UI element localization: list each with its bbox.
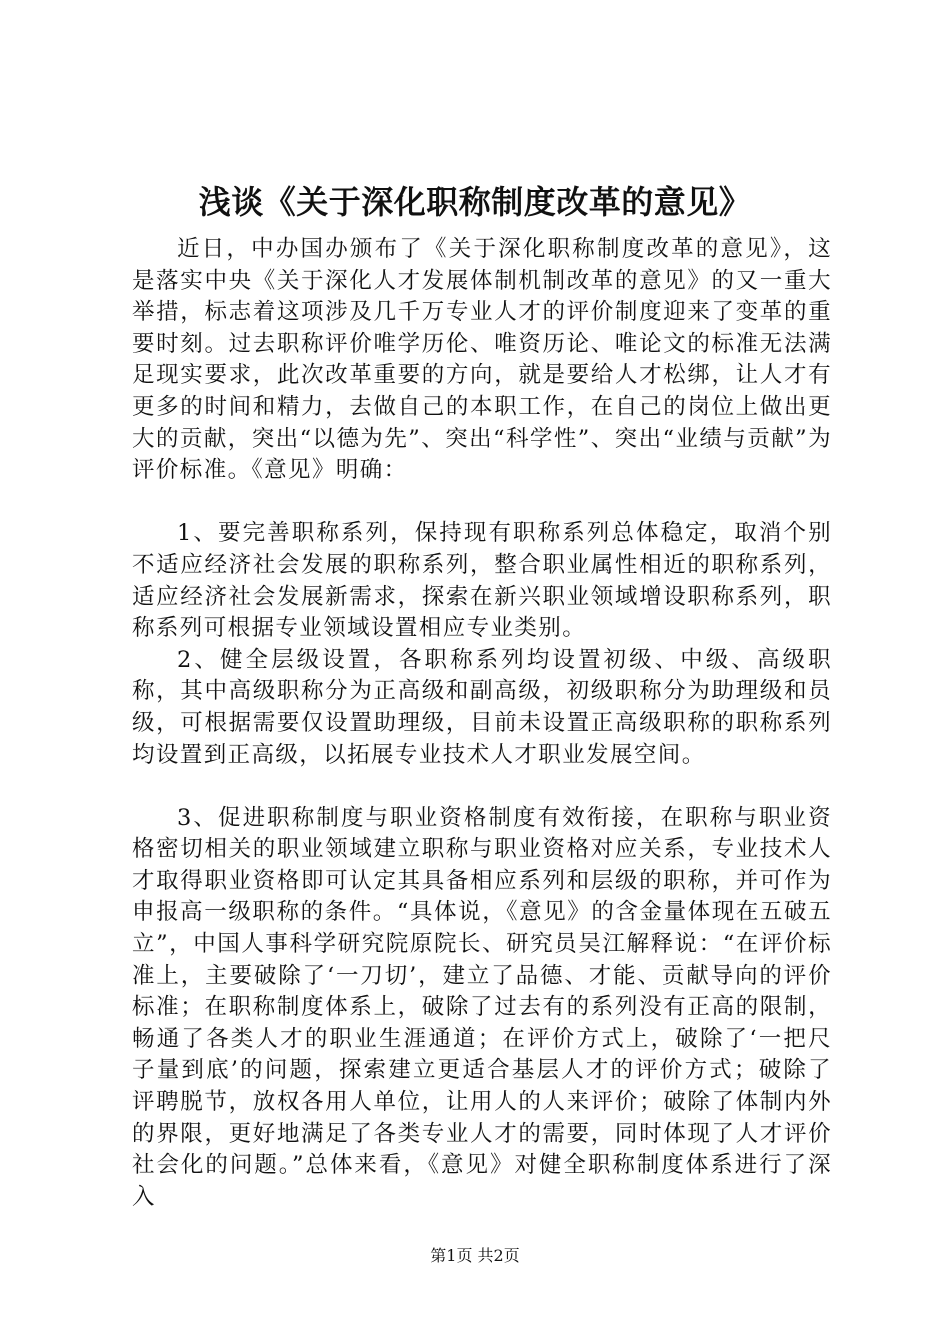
page-number-footer: 第1页 共2页 [430,1246,520,1265]
paragraph-intro: 近日，中办国办颁布了《关于深化职称制度改革的意见》，这是落实中央《关于深化人才发展体制机制改革的意见》的又一重大举措，标志着这项涉及几千万专业人才的评价制度迎来了变革的重要时刻。过去职称评价唯学历伦、唯资历论、唯论文的标准无法满足现实要求，此次改革重要的方向，就是要给人才松绑，让人才有更多的时间和精力，去做自己的本职工作，在自己的岗位上做出更大的贡献，突出“以德为先”、突出“科学性”、突出“业绩与贡献”为评价标准。《意见》明确： [132,236,832,484]
paragraph-item-2: 2、健全层级设置，各职称系列均设置初级、中级、高级职称，其中高级职称分为正高级和副高级，初级职称分为助理级和员级，可根据需要仅设置助理级，目前未设置正高级职称的职称系列均设置到正高级，以拓展专业技术人才职业发展空间。 [132,646,832,768]
paragraph-item-3: 3、促进职称制度与职业资格制度有效衔接，在职称与职业资格密切相关的职业领域建立职称与职业资格对应关系，专业技术人才取得职业资格即可认定其具备相应系列和层级的职称，并可作为申报高一级职称的条件。“具体说，《意见》的含金量体现在五破五立”，中国人事科学研究院原院长、研究员吴江解释说：“在评价标准上，主要破除了‘一刀切’，建立了品德、才能、贡献导向的评价标准；在职称制度体系上，破除了过去有的系列没有正高的限制，畅通了各类人才的职业生涯通道；在评价方式上，破除了‘一把尺子量到底’的问题，探索建立更适合基层人才的评价方式；破除了评聘脱节，放权各用人单位，让用人的人来评价；破除了体制内外的界限，更好地满足了各类专业人才的需要，同时体现了人才评价社会化的问题。”总体来看，《意见》对健全职称制度体系进行了深入 [132,804,832,1210]
paragraph-spacer [132,487,832,519]
paragraph-item-1: 1、要完善职称系列，保持现有职称系列总体稳定，取消个别不适应经济社会发展的职称系列，整合职业属性相近的职称系列，适应经济社会发展新需求，探索在新兴职业领域增设职称系列，职称系列可根据专业领域设置相应专业类别。 [132,520,832,642]
document-body [132,234,832,1213]
document-title: 浅谈《关于深化职称制度改革的意见》 [198,183,752,221]
paragraph-spacer [132,771,832,803]
